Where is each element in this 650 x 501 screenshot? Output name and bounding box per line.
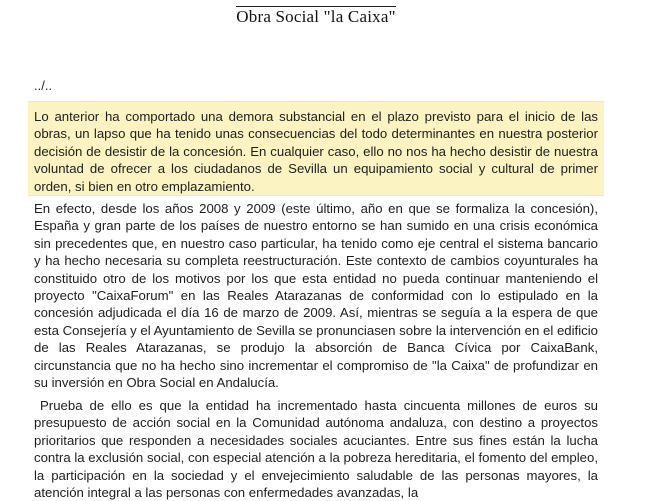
paragraph-highlighted: Lo anterior ha comportado una demora substancial en el plazo previsto para el inicio de las obras, un lapso que ha tenido unas consecuencias del todo determinantes en nuestra posterior decisión de desistir de la concesión. En cualquier caso, ello no nos ha hecho desistir de nuestra voluntad de ofrecer a los ciudadanos de Sevilla un equipamiento social y cultural de primer orden, si bien en otro emplazamiento.	[34, 109, 598, 194]
paragraph: En efecto, desde los años 2008 y 2009 (este último, año en que se formaliza la concesión), España y gran parte de los países de nuestro entorno se han sumido en una crisis económica sin precedentes que, en nuestro caso particular, ha tenido como eje central el sistema bancario y ha hecho necesaria su completa reestructuración. Este contexto de cambios coyunturales ha constituido otro de los motivos por los que esta entidad no pueda continuar manteniendo el proyecto "CaixaForum" en las Reales Atarazanas de conformidad con lo estipulado en la concesión adjudicada el día 16 de marzo de 2009. Así, mientras se seguía a la espera de que esta Consejería y el Ayuntamiento de Sevilla se pronunciasen sobre la intervención en el edificio de las Reales Atarazanas, se produjo la absorción de Banca Cívica por CaixaBank, circunstancia que no ha hecho sino incrementar el compromiso de "la Caixa" de profundizar en su inversión en Obra Social en Andalucía.	[34, 201, 598, 391]
paragraph: Prueba de ello es que la entidad ha incrementado hasta cincuenta millones de euros su presupuesto de acción social en la Comunidad autónoma andaluza, con destino a proyectos prioritarios que responden a necesidades sociales acuciantes. Entre sus fines están la lucha contra la exclusión social, con especial atención a la pobreza hereditaria, el fomento del empleo, la participación en la sociedad y el envejecimiento saludable de las personas mayores, la atención integral a las personas con enfermedades avanzadas, la	[34, 398, 598, 501]
continuation-mark: ../..	[34, 78, 53, 93]
letterhead	[0, 6, 650, 27]
letterhead-title: Obra Social "la Caixa"	[236, 7, 396, 26]
